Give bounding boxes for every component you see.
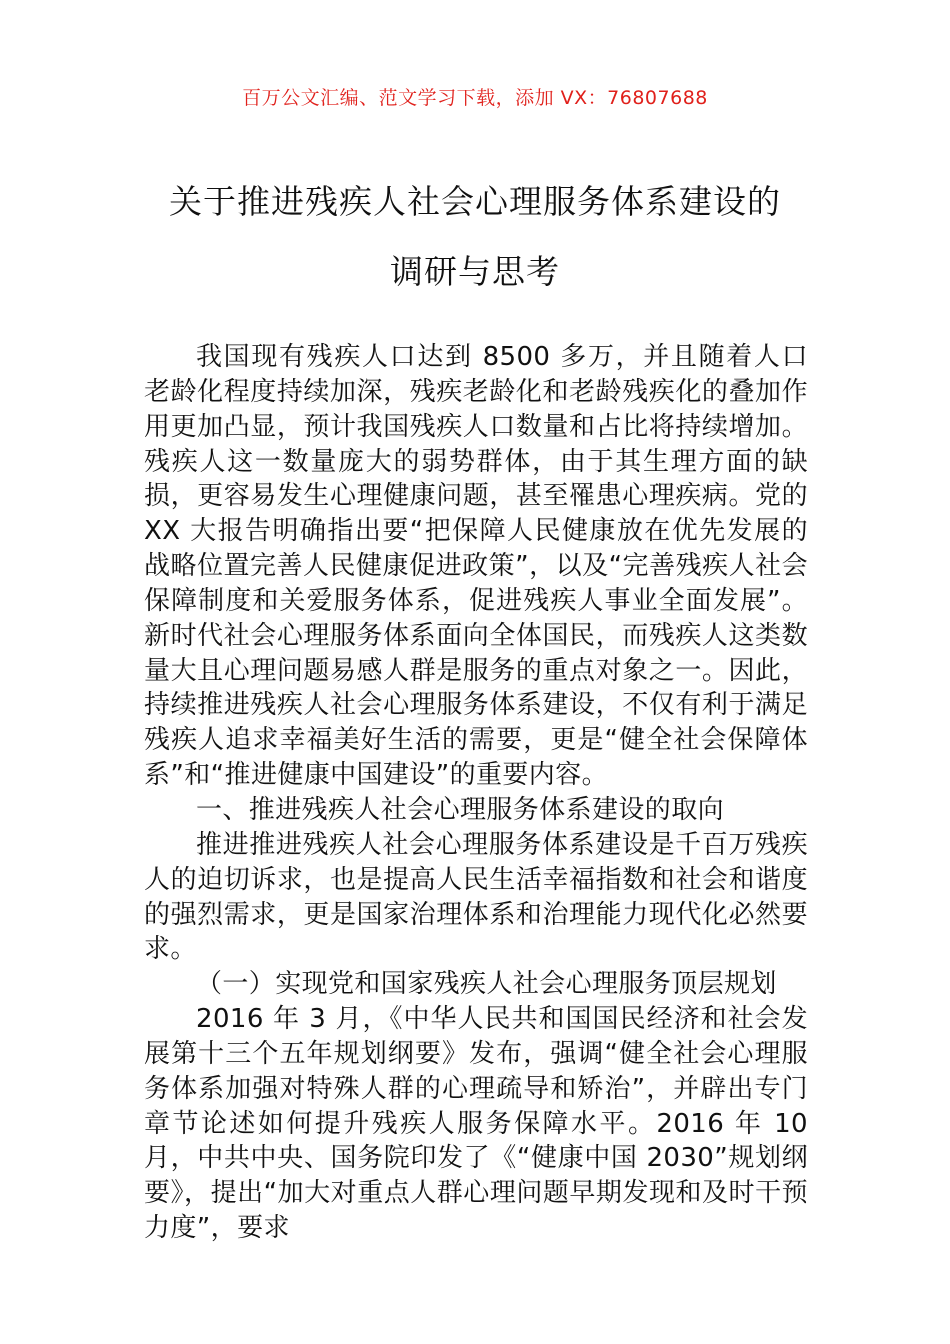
subsection-heading-1: （一）实现党和国家残疾人社会心理服务顶层规划 (196, 969, 777, 1000)
body-paragraph-intro: 我国现有残疾人口达到 8500 多万，并且随着人口老龄化程度持续加深，残疾老龄化和老龄残疾化的叠加作用更加凸显，预计我国残疾人口数量和占比将持续增加。残疾人这一数量庞大的弱势群体，由于其生理方面的缺损，更容易发生心理健康问题，甚至罹患心理疾病。党的 XX 大报告明确指出要“把保障人民健康放在优先发展的战略位置完善人民健康促进政策”，以及“完善残疾人社会保障制度和关爱服务体系，促进残疾人事业全面发展”。新时代社会心理服务体系面向全体国民，而残疾人这类数量大且心理问题易感人群是服务的重点对象之一。因此，持续推进残疾人社会心理服务体系建设，不仅有利于满足残疾人追求幸福美好生活的需要，更是“健全社会保障体系”和“推进健康中国建设”的重要内容。 (144, 342, 808, 791)
body-paragraph-section-1: 推进推进残疾人社会心理服务体系建设是千百万残疾人的迫切诉求，也是提高人民生活幸福指数和社会和谐度的强烈需求，更是国家治理体系和治理能力现代化必然要求。 (144, 829, 808, 965)
document-body (144, 340, 808, 1246)
section-heading-1: 一、推进残疾人社会心理服务体系建设的取向 (196, 794, 725, 825)
body-paragraph-subsection-1: 2016 年 3 月，《中华人民共和国国民经济和社会发展第十三个五年规划纲要》发布，强调“健全社会心理服务体系加强对特殊人群的心理疏导和矫治”，并辟出专门章节论述如何提升残疾人服务保障水平。2016 年 10 月，中共中央、国务院印发了《“健康中国 2030”规划纲要》，提出“加大对重点人群心理问题早期发现和及时干预力度”，要求 (144, 1004, 808, 1244)
document-title-line-1: 关于推进残疾人社会心理服务体系建设的 (169, 182, 781, 221)
document-title-line-2: 调研与思考 (390, 252, 560, 291)
promo-header-note: 百万公文汇编、范文学习下载，添加 VX：76807688 (242, 87, 708, 109)
